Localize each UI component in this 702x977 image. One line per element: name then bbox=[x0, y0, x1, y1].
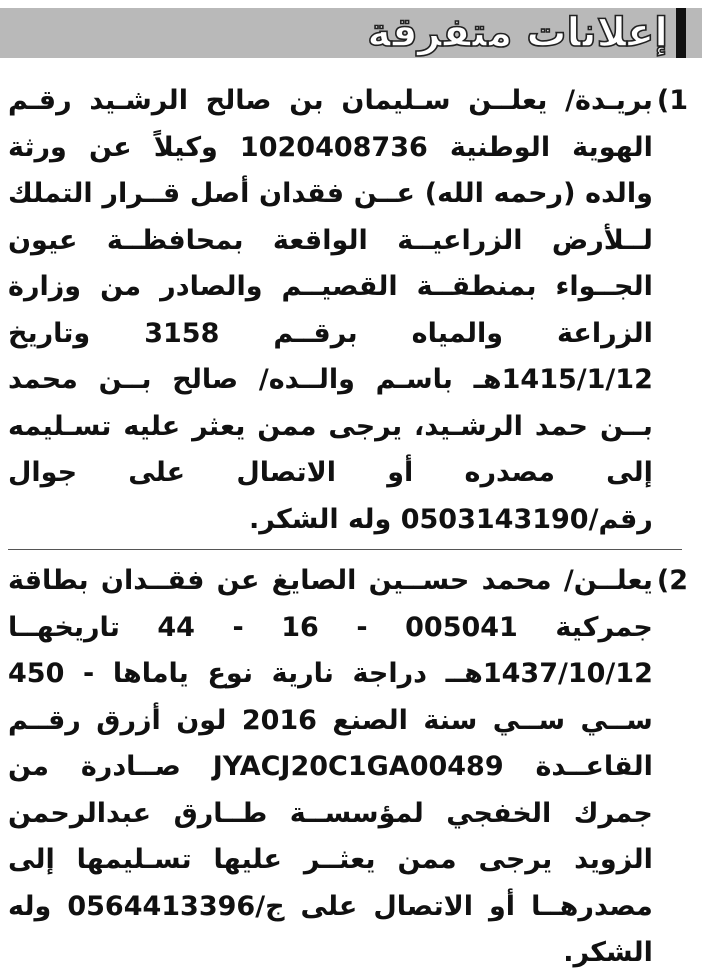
section-title: إعلانات متفرقة bbox=[367, 10, 668, 56]
ads-list bbox=[8, 78, 688, 977]
ad-text: يعلــن/ محمد حســين الصايغ عن فقــدان بطاقة جمركية 005041 - 16 - 44 تاريخهــا 1437/10/12هــ دراجة نارية نوع ياماها - 450 ســي ســي سنة الصنع 2016 لون أزرق رقــم القاعــدة JYACJ20C1GA00489 صــادرة من جمرك الخفجي لمؤسســة طــارق عبدالرحمن الزويد يرجى ممن يعثــر عليها تسـليمها إلى مصدرهــا أو الاتصال على ج/0564413396 وله الشكر. bbox=[8, 565, 653, 968]
ad-text: بريـدة/ يعلــن سـليمان بن صالح الرشـيد رقـم الهوية الوطنية 1020408736 وكيلاً عن ورثة والده (رحمه الله) عــن فقدان أصل قــرار التملك لــلأرض الزراعيــة الواقعة بمحافظــة عيون الجــواء بمنطقــة القصيــم والصادر من وزارة الزراعة والمياه برقــم 3158 وتاريخ 1415/1/12هـ باسـم والــده/ صالح بــن محمد بــن حمد الرشـيد، يرجى ممن يعثر عليه تسـليمه إلى مصدره أو الاتصال على جوال رقم/0503143190 وله الشكر. bbox=[8, 85, 653, 535]
header-accent-bar bbox=[676, 8, 686, 58]
ad-item bbox=[8, 78, 688, 543]
ad-number: 2) bbox=[656, 565, 688, 596]
section-header bbox=[0, 0, 702, 66]
ad-number: 1) bbox=[656, 85, 688, 116]
ad-divider bbox=[8, 549, 682, 550]
ad-item bbox=[8, 558, 688, 977]
